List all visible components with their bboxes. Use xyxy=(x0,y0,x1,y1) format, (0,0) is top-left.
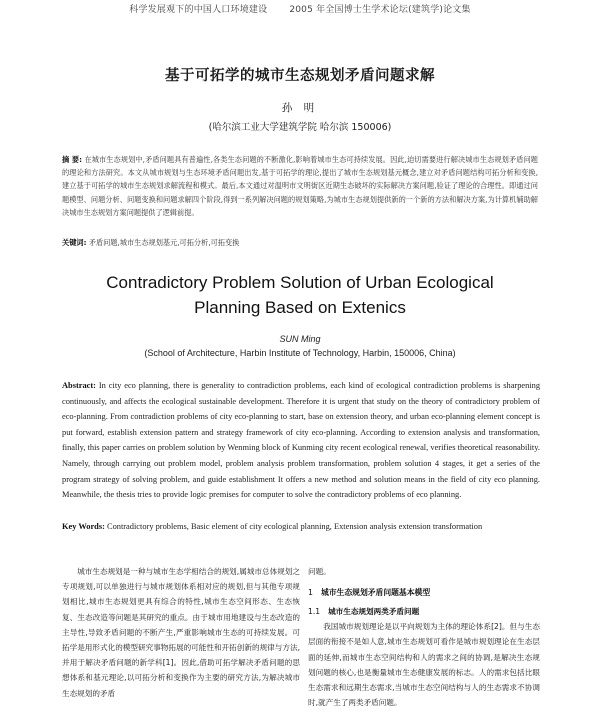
en-keywords-label: Key Words: xyxy=(62,522,105,531)
section-1-1-paragraph: 我国城市规划理论是以平向规划为主体的理论体系[2]。但与生态层面的衔接不是如人意,城市生态规划可看作是城市规划理论在生态层面的延伸,而城市生态空间结构和人的需求之间的协调,是解决生态规划问题的核心,也是衡量城市生态健康发展的标志。人的需求包括比眼生态需求和远期生态需求,当城市生态空间结构与人的生态需求不协调时,就产生了两类矛盾问题。 xyxy=(308,622,540,708)
section-1-1-title: 城市生态规划两类矛盾问题 xyxy=(328,607,420,617)
body-left-paragraph: 城市生态规划是一种与城市生态学相结合的规划,属城市总体规划之专项规划,可以单独进行与城市规划体系相对应的规划,但与其他专项规划相比,城市生态规划更具有综合的特性,城市生态空间形态、生态恢复、生态改造等问题是其研究的重点。由于城市用地建设与生态改造的主导性,导致矛盾问题的不断产生,严重影响城市生态的可持续发展。可拓学是用形式化的模型研究事物拓展的可能性和开拓创新的规律与方法,并用于解决矛盾问题的新学科[1]。因此,借助可拓学解决矛盾问题的思想体系和基元理论,以可拓分析和变换作为主要的研究方法,为解决城市生态规划的矛盾 xyxy=(62,567,300,698)
en-affiliation: (School of Architecture, Harbin Institute of Technology, Harbin, 150006, China) xyxy=(144,348,456,358)
section-1-number: 1 xyxy=(308,588,313,598)
cn-keywords-label: 关键词: xyxy=(62,238,87,247)
section-1-1-heading xyxy=(308,604,540,619)
cn-keywords-text: 矛盾问题,城市生态规划基元,可拓分析,可拓变换 xyxy=(88,238,240,247)
cn-keywords xyxy=(62,238,538,248)
en-keywords xyxy=(62,519,540,535)
en-title-line-2: Planning Based on Extenics xyxy=(194,298,406,317)
cn-title: 基于可拓学的城市生态规划矛盾问题求解 xyxy=(165,68,435,84)
section-1-1-number: 1.1 xyxy=(308,607,321,617)
en-title xyxy=(0,270,600,320)
cn-abstract-label: 摘 要: xyxy=(62,155,83,164)
en-abstract-label: Abstract: xyxy=(62,381,96,390)
en-abstract xyxy=(62,378,540,503)
section-1-title: 城市生态规划矛盾问题基本模型 xyxy=(320,588,431,598)
en-author: SUN Ming xyxy=(279,334,321,344)
running-head-right: 2005 年全国博士生学术论坛(建筑学)论文集 xyxy=(289,5,471,15)
en-abstract-text: In city eco planning, there is generality to contradiction problems, each kind of ecological contradiction problems is sharpening continuously, and affects the ecological sustainable development. Therefore it is urgent that study on the theory of contradictory problem of eco-planning. From contradiction problems of city eco-planning to start, base on extension theory, and urban eco-planning element concept is put forward, establish extension pattern and strategy framework of city eco-planning. According to extension analysis and transformation, finally, this paper carries on problem solution by Wenming block of Kunming city recent ecological renewal, verifies theoretical reasonability. Namely, through carrying out problem model, problem analysis problem transformation, problem solution 4 stages, it get a series of the program strategy of solving problem, and guide establishment It offers a new method and solution means in the field of city eco planning. Meanwhile, the thesis tries to provide logic premises for computer to solve the contradictory problems of eco planning. xyxy=(62,381,541,500)
cn-abstract xyxy=(62,153,538,219)
section-1-heading xyxy=(308,585,540,600)
cn-affiliation: (哈尔滨工业大学建筑学院 哈尔滨 150006) xyxy=(208,122,392,133)
body-right-column xyxy=(308,564,540,710)
en-keywords-text: Contradictory problems, Basic element of city ecological planning, Extension analysis extension transformation xyxy=(106,522,483,531)
running-head xyxy=(0,2,600,15)
en-title-line-1: Contradictory Problem Solution of Urban Ecological xyxy=(106,273,494,292)
cn-author: 孙 明 xyxy=(281,102,319,114)
cn-abstract-text: 在城市生态规划中,矛盾问题具有普遍性,各类生态问题的不断激化,影响着城市生态可持续发展。因此,迫切需要进行解决城市生态规划矛盾问题的理论和方法研究。本文从城市规划与生态环境矛盾问题出发,基于可拓学的理论,提出了城市生态规划基元概念,建立对矛盾问题结构可拓分析和变换,建立基于可拓学的城市生态规划求解流程和模式。最后,本文通过对温明市文明街区近期生态破坏的实际解决方案问题,验证了理论的合理性。即通过问题模型、问题分析、问题变换和问题求解四个阶段,得到一系列解决问题的规划策略,为城市生态规划提供新的一个新的方法和解决方案,为计算机辅助解决城市生态规划方案问题提供了逻辑前提。 xyxy=(62,155,538,217)
body-right-lead: 问题。 xyxy=(308,567,331,576)
running-head-left: 科学发展观下的中国人口环境建设 xyxy=(129,5,268,15)
